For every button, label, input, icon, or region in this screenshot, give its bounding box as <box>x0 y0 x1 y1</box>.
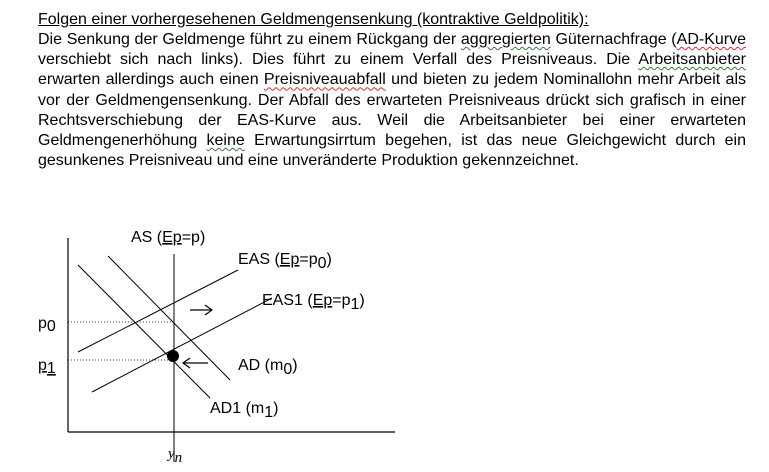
ad-label: AD (m0) <box>238 357 298 378</box>
right-arrow-icon <box>190 305 212 315</box>
grammar-marked-word: aggregierten <box>460 31 551 48</box>
paragraph-text: Die Senkung der Geldmenge führt zu einem Rückgang der <box>38 31 461 48</box>
yn-label: yn <box>168 446 183 466</box>
grammar-marked-word: Arbeitsanbieter <box>638 51 746 69</box>
as-label: AS (Ep=p) <box>131 229 206 246</box>
eas-curve <box>78 270 238 352</box>
paragraph-text: verschiebt sich nach links). Dies führt zu einem Verfall des Preisniveaus. Die <box>38 51 639 69</box>
equilibrium-point <box>167 350 179 362</box>
spell-marked-word: AD-Kurve <box>676 31 746 48</box>
paragraph-text: Güternachfrage ( <box>550 31 677 48</box>
p0-label: p0 <box>38 315 56 335</box>
spell-marked-word: Preisniveauabfall <box>263 71 386 89</box>
paragraph-text: und bieten zu jedem Nominallohn mehr Arbeit als vor der Geldmengensenkung. Der Abfall des erwarteten Preisniveaus drückt sich grafisch in einer Rechtsverschiebung der EAS-Kurve aus. Weil die Arbeitsanbieter bei einer erwarteten Geldmengenerhöhung <box>38 71 746 150</box>
p1-label: p1 <box>38 357 56 377</box>
paragraph-text: Erwartungsirrtum begehen, ist das neue Gleichgewicht durch ein gesunkenes Preisniveau und eine unveränderte Produktion gekennzeichnet. <box>38 132 746 170</box>
eas1-curve <box>92 298 272 392</box>
eas1-label: EAS1 (Ep=p1) <box>262 292 365 313</box>
ad-curve <box>108 256 230 380</box>
ad1-label: AD1 (m1) <box>210 400 279 421</box>
grammar-marked-word: keine <box>206 132 245 150</box>
eas-label: EAS (Ep=p0) <box>238 251 332 272</box>
paragraph-text: erwarten allerdings auch einen <box>38 71 264 89</box>
left-arrow-icon <box>183 358 208 368</box>
heading: Folgen einer vorhergesehenen Geldmengensenkung (kontraktive Geldpolitik): <box>38 11 589 28</box>
ad1-curve <box>78 265 210 398</box>
